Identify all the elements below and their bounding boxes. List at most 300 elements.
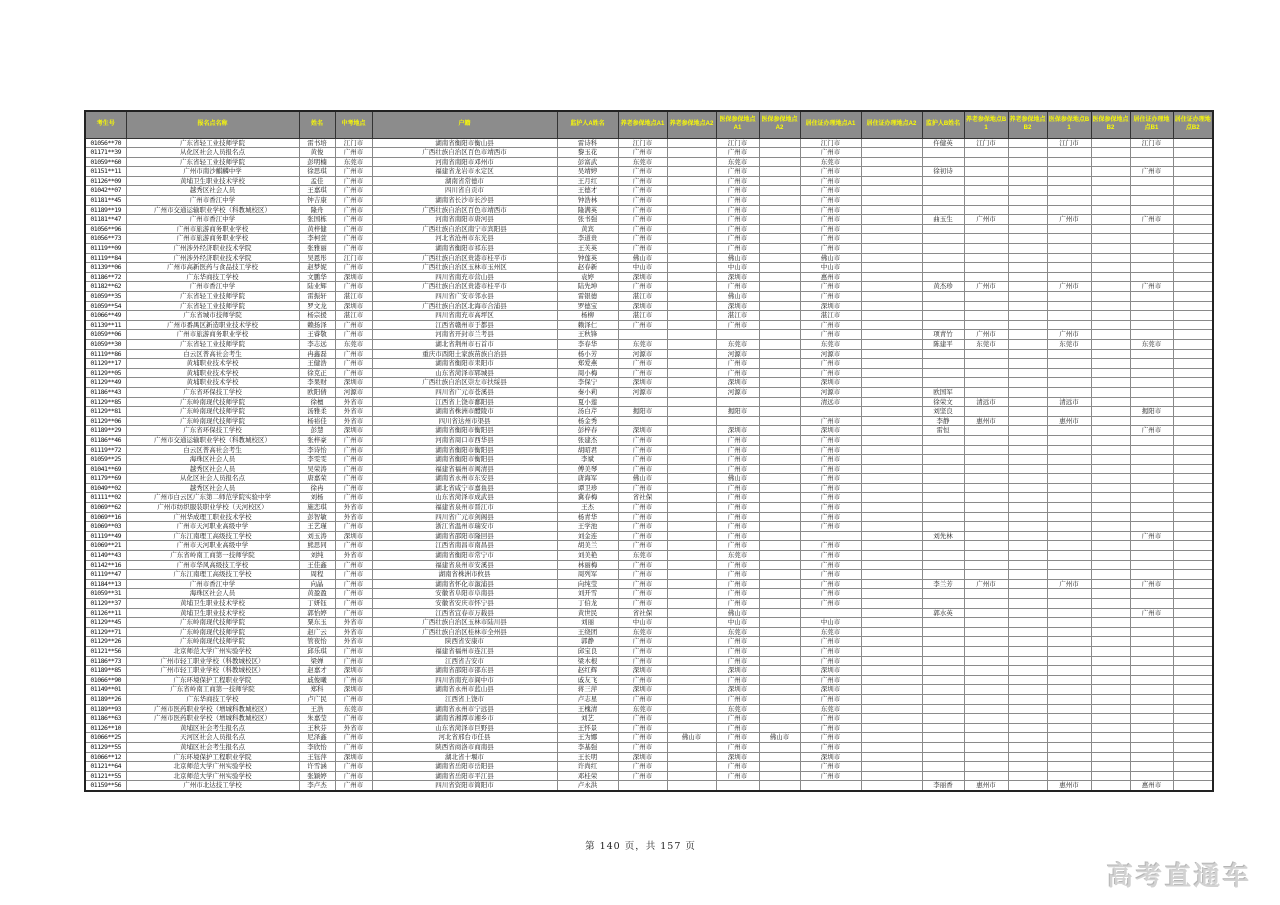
cell <box>861 464 922 474</box>
cell <box>1008 253 1047 263</box>
cell: 广州市 <box>716 493 759 503</box>
cell <box>1008 234 1047 244</box>
cell <box>667 579 716 589</box>
cell <box>1173 292 1213 302</box>
cell: 黄埔职业技术学校 <box>126 378 299 388</box>
cell <box>1047 387 1091 397</box>
cell: 张雅丽 <box>299 244 335 254</box>
cell <box>759 138 800 148</box>
cell <box>964 589 1008 599</box>
cell <box>964 445 1008 455</box>
header-cell-0: 考生号 <box>85 111 126 138</box>
cell <box>964 646 1008 656</box>
table-row <box>85 263 1213 273</box>
cell <box>861 733 922 743</box>
cell: 陈建平 <box>922 339 964 349</box>
cell: 广州市 <box>716 148 759 158</box>
cell: 广州市 <box>716 723 759 733</box>
cell: 深圳市 <box>335 531 372 541</box>
cell <box>667 666 716 676</box>
cell: 广州市 <box>964 330 1008 340</box>
cell: 广州市 <box>618 503 667 513</box>
cell: 安徽省安庆市怀宁县 <box>372 599 557 609</box>
cell: 广州市 <box>800 599 861 609</box>
watermark: 高考直通车 <box>1106 862 1252 892</box>
cell <box>1008 138 1047 148</box>
cell: 江门市 <box>618 138 667 148</box>
cell: 江西省上饶市鄱阳县 <box>372 397 557 407</box>
header-cell-12: 监护人B姓名 <box>922 111 964 138</box>
cell: 广州市旅游商务职业学校 <box>126 224 299 234</box>
cell: 谭卫珍 <box>557 483 618 493</box>
cell: 湖南省衡阳市耒阳市 <box>372 359 557 369</box>
cell: 广州市 <box>618 464 667 474</box>
cell <box>964 637 1008 647</box>
cell: 四川省南充市营山县 <box>372 272 557 282</box>
cell: 雷银德 <box>557 292 618 302</box>
cell: 01129**37 <box>85 599 126 609</box>
cell: 越秀区社会人员 <box>126 464 299 474</box>
cell <box>861 560 922 570</box>
cell: 广州市 <box>618 186 667 196</box>
cell <box>759 656 800 666</box>
cell: 林丽梅 <box>557 560 618 570</box>
cell: 李丽香 <box>922 781 964 791</box>
cell <box>800 407 861 417</box>
cell: 佛山市 <box>759 733 800 743</box>
cell <box>759 445 800 455</box>
cell: 广州市 <box>716 762 759 772</box>
cell: 广州市 <box>335 608 372 618</box>
cell <box>759 493 800 503</box>
cell: 省社保 <box>618 493 667 503</box>
table-row <box>85 781 1213 791</box>
cell: 东莞市 <box>964 339 1008 349</box>
cell <box>964 253 1008 263</box>
cell <box>1173 368 1213 378</box>
cell <box>1047 512 1091 522</box>
cell <box>667 723 716 733</box>
cell: 广州市 <box>800 196 861 206</box>
cell: 向晶 <box>299 579 335 589</box>
cell: 湖南省衡阳市祁东县 <box>372 244 557 254</box>
cell <box>1173 301 1213 311</box>
cell <box>1130 397 1173 407</box>
cell: 01129**81 <box>85 407 126 417</box>
cell: 广州市 <box>716 694 759 704</box>
cell: 广州市交通运输职业学校（科教城校区） <box>126 205 299 215</box>
cell: 广州市 <box>618 445 667 455</box>
cell: 梁婵 <box>299 656 335 666</box>
cell: 广东省轻工业技师学院 <box>126 292 299 302</box>
cell: 深圳市 <box>716 426 759 436</box>
cell <box>1091 646 1130 656</box>
cell <box>1130 570 1173 580</box>
cell: 广州市 <box>618 435 667 445</box>
cell <box>1047 618 1091 628</box>
cell <box>667 359 716 369</box>
cell: 广州市 <box>335 771 372 781</box>
cell: 深圳市 <box>335 666 372 676</box>
cell <box>1091 167 1130 177</box>
cell: 佛山市 <box>716 253 759 263</box>
cell <box>1173 781 1213 791</box>
cell <box>922 234 964 244</box>
cell <box>1091 282 1130 292</box>
cell: 01149**43 <box>85 551 126 561</box>
cell: 广州市 <box>618 589 667 599</box>
cell <box>1047 656 1091 666</box>
cell <box>964 234 1008 244</box>
cell <box>1130 330 1173 340</box>
cell: 广州市 <box>716 455 759 465</box>
table-row <box>85 292 1213 302</box>
cell <box>1173 694 1213 704</box>
cell: 01129**85 <box>85 397 126 407</box>
cell: 赵红辉 <box>557 666 618 676</box>
cell <box>1008 205 1047 215</box>
cell <box>964 272 1008 282</box>
cell: 李柯萱 <box>299 234 335 244</box>
cell <box>759 186 800 196</box>
cell: 广西壮族自治区崇左市扶绥县 <box>372 378 557 388</box>
cell: 01069**16 <box>85 512 126 522</box>
table-row <box>85 455 1213 465</box>
cell <box>964 387 1008 397</box>
cell <box>1008 244 1047 254</box>
table-row <box>85 339 1213 349</box>
header-cell-10: 居住证办理地点A1 <box>800 111 861 138</box>
cell <box>759 685 800 695</box>
cell: 东莞市 <box>335 339 372 349</box>
cell: 01159**56 <box>85 781 126 791</box>
table-row <box>85 176 1213 186</box>
cell: 福建省福州市连江县 <box>372 646 557 656</box>
cell: 深圳市 <box>335 426 372 436</box>
cell <box>1130 176 1173 186</box>
cell <box>1130 733 1173 743</box>
cell: 冉鑫磊 <box>299 349 335 359</box>
cell: 广州市 <box>618 637 667 647</box>
cell <box>1130 589 1173 599</box>
cell: 广州市 <box>618 205 667 215</box>
cell: 广州市 <box>800 205 861 215</box>
cell <box>1047 531 1091 541</box>
cell <box>759 723 800 733</box>
cell <box>759 339 800 349</box>
cell: 清远市 <box>1047 397 1091 407</box>
cell <box>1130 762 1173 772</box>
cell: 揭阳市 <box>1130 407 1173 417</box>
cell <box>861 176 922 186</box>
cell: 中山市 <box>618 263 667 273</box>
cell: 王佳鑫 <box>299 560 335 570</box>
cell: 王学池 <box>557 522 618 532</box>
cell: 袁婷 <box>557 272 618 282</box>
cell: 广州市 <box>716 742 759 752</box>
cell: 越秀区社会人员 <box>126 483 299 493</box>
cell <box>759 474 800 484</box>
cell <box>1173 579 1213 589</box>
cell <box>759 781 800 791</box>
cell: 王浩 <box>299 704 335 714</box>
table-row <box>85 733 1213 743</box>
cell <box>667 138 716 148</box>
cell: 福建省福州市闽清县 <box>372 464 557 474</box>
cell: 湖南省岳阳市岳阳县 <box>372 762 557 772</box>
cell <box>759 752 800 762</box>
cell <box>1091 378 1130 388</box>
cell: 山东省菏泽市郓城县 <box>372 368 557 378</box>
cell: 广西壮族自治区玉林市陆川县 <box>372 618 557 628</box>
cell <box>1008 771 1047 781</box>
cell <box>1047 205 1091 215</box>
cell <box>1008 637 1047 647</box>
cell: 刘杨 <box>299 493 335 503</box>
cell <box>1047 311 1091 321</box>
table-row <box>85 685 1213 695</box>
cell: 惠州市 <box>1047 781 1091 791</box>
cell <box>1173 493 1213 503</box>
cell: 东莞市 <box>800 339 861 349</box>
cell: 广东省岭南工商第一技师学院 <box>126 685 299 695</box>
cell <box>964 292 1008 302</box>
cell: 江门市 <box>800 138 861 148</box>
cell <box>618 397 667 407</box>
cell <box>1130 253 1173 263</box>
cell <box>861 781 922 791</box>
records-table-wrapper <box>84 110 1211 792</box>
cell: 深圳市 <box>618 426 667 436</box>
cell: 01189**19 <box>85 205 126 215</box>
cell <box>667 407 716 417</box>
cell <box>922 637 964 647</box>
cell <box>1047 349 1091 359</box>
cell <box>1008 570 1047 580</box>
cell: 广州市 <box>1047 330 1091 340</box>
cell: 广州市 <box>335 186 372 196</box>
cell: 广州市 <box>1047 215 1091 225</box>
cell: 广州市 <box>335 244 372 254</box>
cell <box>861 723 922 733</box>
cell: 湖南省衡阳市常宁市 <box>372 551 557 561</box>
cell: 朱嘉莹 <box>299 714 335 724</box>
cell: 河北省邢台市任县 <box>372 733 557 743</box>
cell <box>1008 330 1047 340</box>
cell: 湖南省株洲市攸县 <box>372 570 557 580</box>
cell <box>667 215 716 225</box>
cell <box>1091 339 1130 349</box>
cell: 隆舟 <box>299 205 335 215</box>
cell <box>1173 560 1213 570</box>
cell: 佛山市 <box>618 253 667 263</box>
cell <box>667 224 716 234</box>
cell: 四川省自贡市 <box>372 186 557 196</box>
cell <box>759 560 800 570</box>
cell <box>964 157 1008 167</box>
cell <box>1130 560 1173 570</box>
cell: 卢广民 <box>299 694 335 704</box>
cell: 湖南省怀化市溆浦县 <box>372 579 557 589</box>
cell: 广州市 <box>335 196 372 206</box>
cell: 戚友飞 <box>557 675 618 685</box>
cell: 深圳市 <box>618 685 667 695</box>
cell <box>1173 339 1213 349</box>
cell <box>759 531 800 541</box>
cell <box>861 771 922 781</box>
cell <box>861 292 922 302</box>
cell: 广州市 <box>335 781 372 791</box>
cell <box>1091 503 1130 513</box>
cell <box>964 503 1008 513</box>
cell <box>1008 311 1047 321</box>
cell <box>667 253 716 263</box>
cell <box>667 589 716 599</box>
cell <box>1091 224 1130 234</box>
table-row <box>85 301 1213 311</box>
cell: 湖北省咸宁市嘉鱼县 <box>372 483 557 493</box>
cell: 广州市 <box>335 167 372 177</box>
cell <box>1173 186 1213 196</box>
cell: 王长明 <box>557 752 618 762</box>
cell: 黄俊 <box>299 148 335 158</box>
cell: 广东岭南现代技师学院 <box>126 618 299 628</box>
cell <box>861 397 922 407</box>
cell <box>1008 397 1047 407</box>
cell: 福建省泉州市晋江市 <box>372 503 557 513</box>
cell: 中山市 <box>800 263 861 273</box>
cell: 王睿敬 <box>299 330 335 340</box>
cell <box>1091 253 1130 263</box>
cell <box>759 483 800 493</box>
cell <box>618 330 667 340</box>
cell: 徐克正 <box>299 368 335 378</box>
table-row <box>85 742 1213 752</box>
cell: 01056**96 <box>85 224 126 234</box>
cell <box>922 301 964 311</box>
cell <box>964 762 1008 772</box>
cell <box>922 733 964 743</box>
cell <box>1130 186 1173 196</box>
cell: 东莞市 <box>800 627 861 637</box>
cell: 01186**72 <box>85 272 126 282</box>
cell <box>922 627 964 637</box>
cell: 黄埔职业技术学校 <box>126 359 299 369</box>
cell <box>759 215 800 225</box>
cell: 江门市 <box>964 138 1008 148</box>
cell: 广州市 <box>618 694 667 704</box>
cell: 广州市 <box>716 435 759 445</box>
cell <box>1091 618 1130 628</box>
cell <box>1047 723 1091 733</box>
cell <box>964 301 1008 311</box>
cell <box>1130 455 1173 465</box>
table-row <box>85 512 1213 522</box>
cell <box>1047 455 1091 465</box>
table-row <box>85 483 1213 493</box>
cell <box>1047 752 1091 762</box>
cell: 浙江省温州市瑞安市 <box>372 522 557 532</box>
table-row <box>85 205 1213 215</box>
cell <box>1047 244 1091 254</box>
cell: 许尚红 <box>557 762 618 772</box>
cell <box>1047 292 1091 302</box>
cell: 湖南省湘潭市湘乡市 <box>372 714 557 724</box>
cell: 黄宾 <box>557 224 618 234</box>
cell <box>759 522 800 532</box>
cell <box>861 282 922 292</box>
cell: 卢志星 <box>557 694 618 704</box>
table-row <box>85 186 1213 196</box>
cell: 福建省泉州市安溪县 <box>372 560 557 570</box>
cell <box>922 512 964 522</box>
cell: 广州市 <box>800 320 861 330</box>
cell <box>667 196 716 206</box>
cell <box>1047 234 1091 244</box>
cell <box>1008 531 1047 541</box>
cell <box>1091 742 1130 752</box>
cell <box>667 694 716 704</box>
cell <box>1008 320 1047 330</box>
cell <box>1091 483 1130 493</box>
cell <box>964 512 1008 522</box>
cell <box>1173 416 1213 426</box>
cell <box>861 157 922 167</box>
cell <box>922 445 964 455</box>
cell: 深圳市 <box>716 685 759 695</box>
cell <box>759 397 800 407</box>
cell <box>1091 205 1130 215</box>
cell: 李道贵 <box>557 234 618 244</box>
cell <box>759 407 800 417</box>
cell <box>1008 455 1047 465</box>
cell: 王为娜 <box>557 733 618 743</box>
cell <box>1173 685 1213 695</box>
cell: 广州市天河职业高级中学 <box>126 541 299 551</box>
cell: 广州市 <box>618 215 667 225</box>
cell <box>1091 551 1130 561</box>
cell <box>716 330 759 340</box>
cell: 清远市 <box>800 397 861 407</box>
cell: 广东省轻工业技师学院 <box>126 339 299 349</box>
cell <box>964 320 1008 330</box>
cell <box>964 694 1008 704</box>
cell: 邓桂荣 <box>557 771 618 781</box>
cell: 广东省环保技工学校 <box>126 426 299 436</box>
cell <box>1173 387 1213 397</box>
cell: 黎玉花 <box>557 148 618 158</box>
cell: 01186**43 <box>85 387 126 397</box>
cell: 深圳市 <box>618 752 667 762</box>
cell <box>759 387 800 397</box>
cell <box>1173 234 1213 244</box>
cell <box>1047 253 1091 263</box>
cell: 雷振轩 <box>299 292 335 302</box>
cell <box>1091 455 1130 465</box>
cell <box>1008 560 1047 570</box>
cell <box>759 589 800 599</box>
cell: 广州市 <box>716 714 759 724</box>
cell <box>1091 474 1130 484</box>
cell: 外省市 <box>335 637 372 647</box>
cell <box>1091 723 1130 733</box>
cell <box>922 263 964 273</box>
cell <box>1130 435 1173 445</box>
cell <box>861 599 922 609</box>
cell <box>1173 330 1213 340</box>
cell <box>1008 723 1047 733</box>
cell: 广州市南沙麒麟中学 <box>126 167 299 177</box>
